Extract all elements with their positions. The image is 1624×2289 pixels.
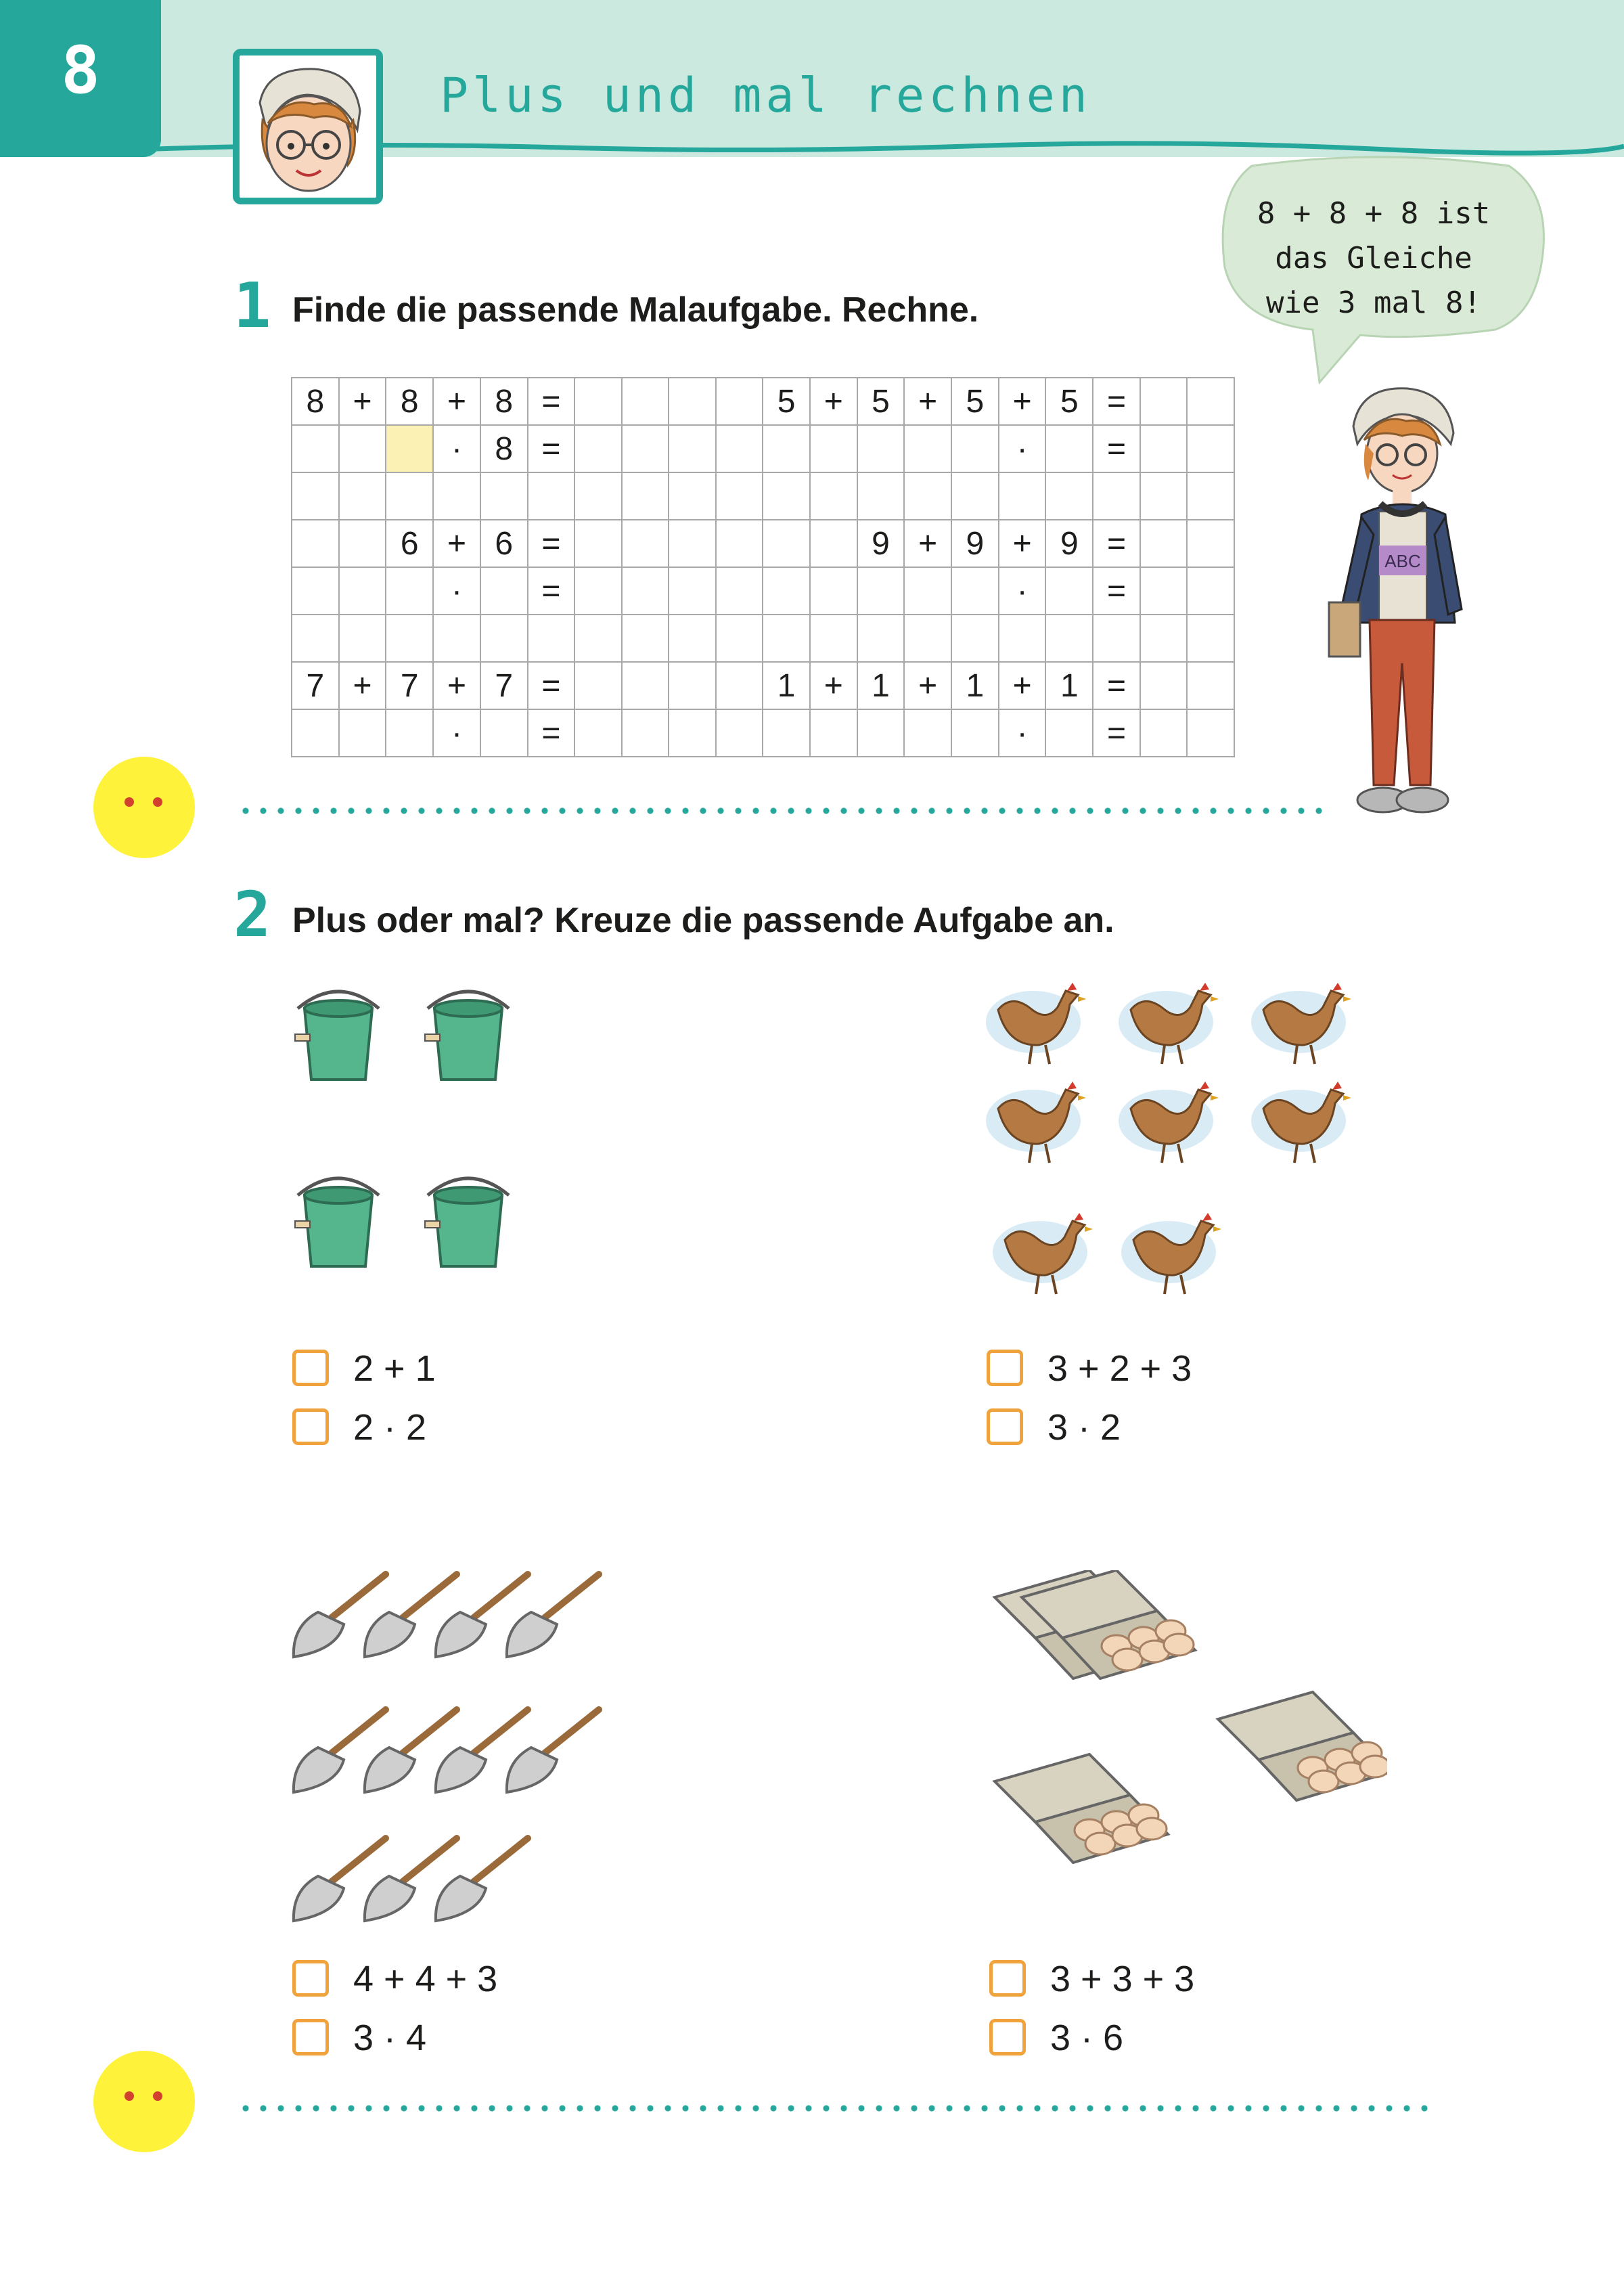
grid-cell[interactable]: 5 xyxy=(857,378,905,425)
checkbox[interactable] xyxy=(989,1960,1026,1997)
grid-cell[interactable]: + xyxy=(904,520,951,567)
grid-cell[interactable]: 1 xyxy=(857,662,905,709)
checkbox[interactable] xyxy=(292,1408,329,1445)
grid-cell[interactable]: = xyxy=(1093,709,1140,757)
grid-cell[interactable] xyxy=(669,662,716,709)
grid-cell[interactable] xyxy=(669,615,716,662)
grid-cell[interactable] xyxy=(480,567,528,615)
grid-cell[interactable] xyxy=(1187,662,1234,709)
option-label: 3 · 4 xyxy=(353,2018,427,2058)
grid-cell[interactable] xyxy=(433,472,480,520)
grid-cell[interactable] xyxy=(1045,709,1093,757)
grid-row xyxy=(292,615,1234,662)
grid-cell[interactable] xyxy=(1045,425,1093,472)
option-label: 2 · 2 xyxy=(353,1407,427,1448)
grid-cell[interactable]: + xyxy=(339,662,386,709)
grid-row xyxy=(292,662,1234,709)
grid-cell[interactable]: 7 xyxy=(480,662,528,709)
grid-cell[interactable] xyxy=(1093,615,1140,662)
grid-cell[interactable] xyxy=(1093,472,1140,520)
girl-character-illustration xyxy=(1326,379,1482,832)
grid-cell[interactable] xyxy=(810,567,857,615)
grid-cell[interactable]: = xyxy=(528,567,575,615)
girl-face-icon xyxy=(240,55,376,198)
grid-cell[interactable] xyxy=(1045,615,1093,662)
grid-cell[interactable]: 7 xyxy=(292,662,339,709)
grid-cell[interactable]: 9 xyxy=(951,520,999,567)
avatar xyxy=(233,49,383,204)
grid-cell[interactable] xyxy=(1140,709,1188,757)
grid-cell[interactable]: = xyxy=(1093,520,1140,567)
grid-cell[interactable] xyxy=(292,709,339,757)
grid-cell[interactable] xyxy=(1140,615,1188,662)
grid-cell[interactable] xyxy=(480,709,528,757)
chickens-illustration xyxy=(985,975,1377,1313)
grid-row xyxy=(292,520,1234,567)
grid-cell[interactable] xyxy=(763,567,810,615)
grid-cell[interactable]: + xyxy=(339,378,386,425)
grid-cell[interactable]: = xyxy=(528,520,575,567)
grid-cell[interactable] xyxy=(1140,662,1188,709)
grid-cell[interactable] xyxy=(716,615,763,662)
grid-cell[interactable] xyxy=(622,472,669,520)
checkbox[interactable] xyxy=(989,2019,1026,2055)
grid-cell[interactable] xyxy=(904,425,951,472)
grid-cell[interactable] xyxy=(999,615,1046,662)
grid-cell[interactable]: 8 xyxy=(386,378,433,425)
grid-cell[interactable] xyxy=(622,567,669,615)
option-label: 4 + 4 + 3 xyxy=(353,1959,498,1999)
grid-cell[interactable] xyxy=(999,472,1046,520)
task-2-instruction: Plus oder mal? Kreuze die passende Aufgabe an. xyxy=(292,901,1114,940)
grid-cell[interactable]: 5 xyxy=(763,378,810,425)
grid-cell[interactable] xyxy=(1140,425,1188,472)
grid-cell[interactable] xyxy=(810,425,857,472)
grid-cell[interactable] xyxy=(810,520,857,567)
grid-cell[interactable] xyxy=(763,520,810,567)
grid-cell[interactable] xyxy=(339,709,386,757)
grid-cell[interactable] xyxy=(528,472,575,520)
grid-cell[interactable] xyxy=(386,472,433,520)
checkbox[interactable] xyxy=(292,1350,329,1386)
grid-cell[interactable] xyxy=(386,567,433,615)
smiley-rating-icon[interactable] xyxy=(93,2051,195,2152)
grid-cell[interactable]: · xyxy=(433,425,480,472)
grid-cell[interactable]: = xyxy=(1093,567,1140,615)
grid-cell[interactable] xyxy=(1140,567,1188,615)
grid-cell[interactable] xyxy=(857,425,905,472)
grid-cell[interactable]: 9 xyxy=(1045,520,1093,567)
grid-cell[interactable]: + xyxy=(999,520,1046,567)
checkbox[interactable] xyxy=(987,1408,1023,1445)
speech-bubble-line-2: das Gleiche xyxy=(1275,241,1472,275)
grid-cell[interactable] xyxy=(292,472,339,520)
option-label: 3 + 2 + 3 xyxy=(1047,1348,1192,1389)
grid-cell[interactable] xyxy=(480,615,528,662)
grid-cell[interactable]: + xyxy=(999,662,1046,709)
grid-cell[interactable]: 6 xyxy=(480,520,528,567)
grid-cell[interactable] xyxy=(904,709,951,757)
grid-cell[interactable]: = xyxy=(528,709,575,757)
grid-cell[interactable] xyxy=(1187,520,1234,567)
grid-cell[interactable]: 5 xyxy=(1045,378,1093,425)
grid-cell[interactable]: = xyxy=(1093,662,1140,709)
grid-cell[interactable] xyxy=(716,662,763,709)
trowels-illustration xyxy=(291,1570,643,1936)
smiley-rating-icon[interactable] xyxy=(93,757,195,858)
grid-cell[interactable] xyxy=(951,567,999,615)
grid-cell[interactable]: + xyxy=(999,378,1046,425)
grid-cell[interactable] xyxy=(622,425,669,472)
grid-cell[interactable] xyxy=(716,425,763,472)
grid-cell[interactable] xyxy=(574,520,622,567)
grid-cell[interactable] xyxy=(669,567,716,615)
grid-cell[interactable] xyxy=(951,472,999,520)
grid-cell[interactable]: + xyxy=(810,662,857,709)
speech-bubble-line-1: 8 + 8 + 8 ist xyxy=(1257,196,1491,231)
grid-cell[interactable] xyxy=(716,472,763,520)
option-label: 2 + 1 xyxy=(353,1348,436,1389)
grid-cell[interactable] xyxy=(669,425,716,472)
grid-cell[interactable]: = xyxy=(528,662,575,709)
grid-cell[interactable]: = xyxy=(528,425,575,472)
grid-cell[interactable] xyxy=(1045,567,1093,615)
grid-cell[interactable]: · xyxy=(999,709,1046,757)
grid-cell[interactable] xyxy=(574,662,622,709)
grid-cell[interactable]: 7 xyxy=(386,662,433,709)
grid-cell[interactable] xyxy=(574,615,622,662)
grid-cell[interactable] xyxy=(1045,472,1093,520)
grid-cell[interactable] xyxy=(1187,615,1234,662)
grid-cell[interactable] xyxy=(669,472,716,520)
grid-cell[interactable] xyxy=(716,567,763,615)
grid-cell[interactable] xyxy=(1140,520,1188,567)
grid-cell[interactable]: = xyxy=(1093,425,1140,472)
shirt-text: ABC xyxy=(1384,551,1421,571)
buckets-illustration xyxy=(291,981,535,1293)
grid-cell[interactable] xyxy=(574,378,622,425)
grid-cell[interactable]: 8 xyxy=(480,378,528,425)
task-1-number: 1 xyxy=(233,269,271,342)
grid-cell[interactable] xyxy=(292,615,339,662)
grid-cell[interactable] xyxy=(763,709,810,757)
grid-cell[interactable]: 8 xyxy=(292,378,339,425)
grid-cell[interactable] xyxy=(574,567,622,615)
task-1-grid xyxy=(291,377,1235,756)
page-number: 8 xyxy=(61,32,100,108)
grid-cell[interactable]: 1 xyxy=(951,662,999,709)
grid-cell[interactable] xyxy=(339,567,386,615)
grid-cell[interactable] xyxy=(292,425,339,472)
grid-cell[interactable] xyxy=(810,709,857,757)
grid-cell[interactable] xyxy=(339,425,386,472)
grid-cell[interactable]: 6 xyxy=(386,520,433,567)
grid-row xyxy=(292,709,1234,757)
grid-cell[interactable] xyxy=(574,709,622,757)
grid-cell[interactable]: · xyxy=(999,425,1046,472)
grid-cell[interactable] xyxy=(1187,567,1234,615)
grid-cell[interactable] xyxy=(1187,472,1234,520)
speech-bubble-line-3: wie 3 mal 8! xyxy=(1266,286,1481,320)
grid-cell[interactable] xyxy=(951,615,999,662)
grid-cell[interactable] xyxy=(1140,472,1188,520)
grid-cell[interactable]: 1 xyxy=(1045,662,1093,709)
grid-cell[interactable]: 5 xyxy=(951,378,999,425)
checkbox[interactable] xyxy=(292,1960,329,1997)
grid-cell[interactable]: + xyxy=(904,662,951,709)
grid-cell[interactable] xyxy=(480,472,528,520)
grid-cell[interactable] xyxy=(669,378,716,425)
grid-cell[interactable] xyxy=(574,425,622,472)
grid-row xyxy=(292,472,1234,520)
grid-cell[interactable] xyxy=(810,472,857,520)
grid-cell[interactable]: 8 xyxy=(480,425,528,472)
grid-row xyxy=(292,378,1234,425)
grid-cell[interactable] xyxy=(339,615,386,662)
task-1-instruction: Finde die passende Malaufgabe. Rechne. xyxy=(292,290,979,330)
grid-cell[interactable] xyxy=(339,472,386,520)
grid-cell[interactable] xyxy=(810,615,857,662)
grid-cell[interactable] xyxy=(386,709,433,757)
grid-cell[interactable] xyxy=(716,520,763,567)
grid-cell[interactable]: · xyxy=(433,709,480,757)
grid-cell[interactable] xyxy=(763,472,810,520)
grid-row xyxy=(292,567,1234,615)
dotted-divider xyxy=(237,2105,1435,2112)
grid-cell[interactable] xyxy=(1187,709,1234,757)
grid-cell[interactable] xyxy=(669,520,716,567)
grid-cell[interactable] xyxy=(763,615,810,662)
grid-cell[interactable] xyxy=(857,472,905,520)
grid-cell[interactable]: + xyxy=(433,378,480,425)
grid-cell[interactable] xyxy=(669,709,716,757)
grid-cell[interactable] xyxy=(622,615,669,662)
grid-cell[interactable]: + xyxy=(433,520,480,567)
grid-cell[interactable] xyxy=(622,662,669,709)
dotted-divider xyxy=(237,807,1333,814)
grid-cell[interactable] xyxy=(951,425,999,472)
grid-cell[interactable]: 1 xyxy=(763,662,810,709)
grid-cell[interactable]: + xyxy=(810,378,857,425)
grid-cell[interactable]: · xyxy=(433,567,480,615)
grid-cell[interactable]: · xyxy=(999,567,1046,615)
grid-cell[interactable] xyxy=(857,709,905,757)
grid-cell[interactable] xyxy=(1140,378,1188,425)
grid-cell[interactable] xyxy=(857,615,905,662)
grid-cell[interactable] xyxy=(1187,378,1234,425)
checkbox[interactable] xyxy=(292,2019,329,2055)
task-2-number: 2 xyxy=(233,879,271,951)
grid-cell[interactable] xyxy=(339,520,386,567)
page-title: Plus und mal rechnen xyxy=(440,68,1091,123)
grid-cell[interactable] xyxy=(386,615,433,662)
grid-cell[interactable] xyxy=(716,378,763,425)
grid-cell[interactable] xyxy=(904,472,951,520)
grid-cell[interactable]: + xyxy=(433,662,480,709)
checkbox[interactable] xyxy=(987,1350,1023,1386)
grid-cell[interactable] xyxy=(386,425,433,472)
grid-cell[interactable] xyxy=(528,615,575,662)
grid-cell[interactable] xyxy=(622,378,669,425)
egg-cartons-illustration xyxy=(981,1570,1387,1895)
grid-cell[interactable] xyxy=(433,615,480,662)
grid-cell[interactable] xyxy=(574,472,622,520)
grid-cell[interactable] xyxy=(904,615,951,662)
grid-row xyxy=(292,425,1234,472)
grid-cell[interactable]: + xyxy=(904,378,951,425)
grid-cell[interactable]: = xyxy=(1093,378,1140,425)
option-label: 3 · 2 xyxy=(1047,1407,1121,1448)
grid-cell[interactable]: 9 xyxy=(857,520,905,567)
grid-cell[interactable]: = xyxy=(528,378,575,425)
option-label: 3 + 3 + 3 xyxy=(1050,1959,1195,1999)
grid-cell[interactable] xyxy=(622,709,669,757)
grid-cell[interactable] xyxy=(1187,425,1234,472)
grid-cell[interactable] xyxy=(622,520,669,567)
option-label: 3 · 6 xyxy=(1050,2018,1124,2058)
grid-cell[interactable] xyxy=(716,709,763,757)
grid-cell[interactable] xyxy=(951,709,999,757)
grid-cell[interactable] xyxy=(292,567,339,615)
grid-cell[interactable] xyxy=(292,520,339,567)
grid-cell[interactable] xyxy=(763,425,810,472)
grid-cell[interactable] xyxy=(857,567,905,615)
grid-cell[interactable] xyxy=(904,567,951,615)
